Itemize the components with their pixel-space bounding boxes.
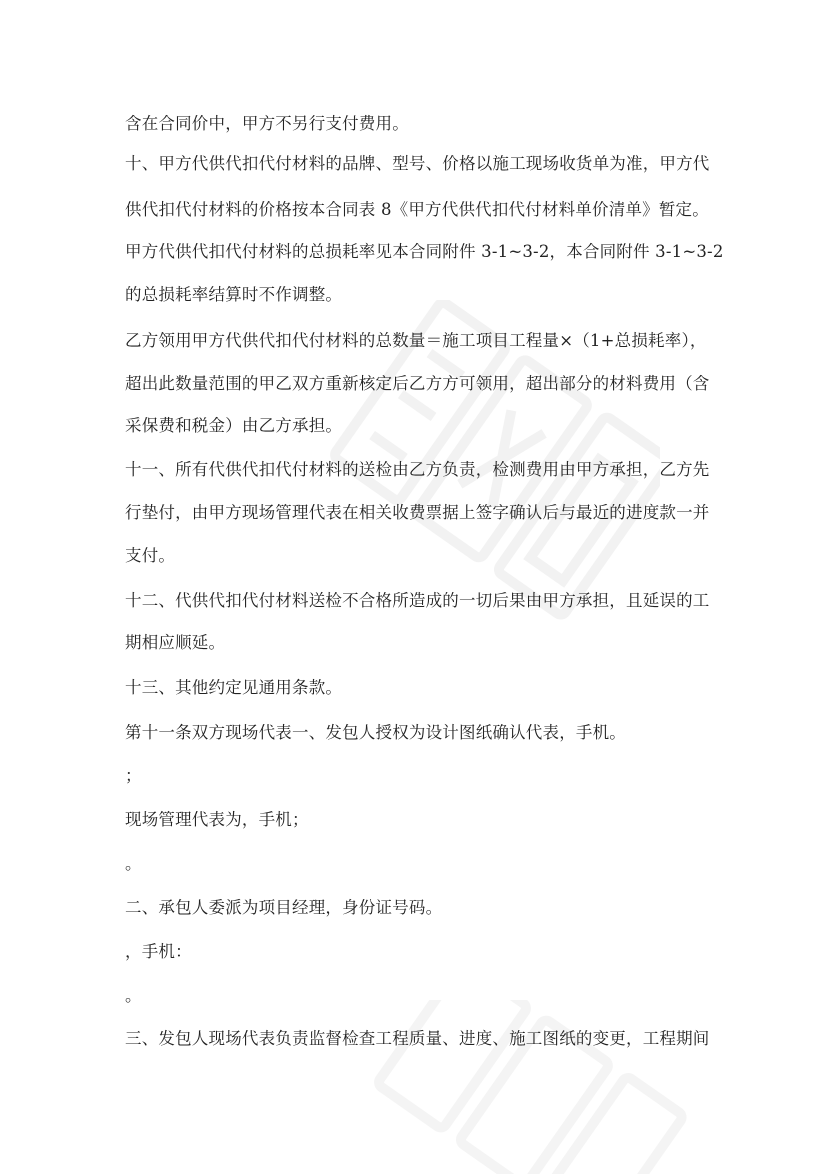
text-line: 三、发包人现场代表负责监督检查工程质量、进度、施工图纸的变更，工程期间 (125, 1029, 710, 1048)
text-line: 支付。 (125, 546, 176, 565)
text-line: 行垫付，由甲方现场管理代表在相关收费票据上签字确认后与最近的进度款一并 (125, 503, 710, 522)
text-line: 。 (125, 986, 142, 1005)
text-line: 现场管理代表为，手机； (125, 810, 309, 829)
watermark-icon (360, 1000, 690, 1174)
text-line: 十、甲方代供代扣代付材料的品牌、型号、价格以施工现场收货单为准，甲方代 (125, 154, 710, 173)
text-line: ，手机： (125, 942, 192, 961)
text-line: 超出此数量范围的甲乙双方重新核定后乙方方可领用，超出部分的材料费用（含 (125, 374, 710, 393)
text-line: 期相应顺延。 (125, 633, 226, 652)
text-line: 含在合同价中，甲方不另行支付费用。 (125, 114, 409, 133)
text-line: 甲方代供代扣代付材料的总损耗率见本合同附件 3-1~3-2，本合同附件 3-1~3-2 (125, 242, 724, 261)
text-line: 十二、代供代扣代付材料送检不合格所造成的一切后果由甲方承担，且延误的工 (125, 591, 710, 610)
text-line: 十三、其他约定见通用条款。 (125, 678, 343, 697)
text-line: 第十一条双方现场代表一、发包人授权为设计图纸确认代表，手机。 (125, 723, 626, 742)
text-line: 。 (125, 854, 142, 873)
text-line: 乙方领用甲方代供代扣代付材料的总数量＝施工项目工程量×（1+总损耗率）， (125, 331, 707, 350)
text-line: 十一、所有代供代扣代付材料的送检由乙方负责，检测费用由甲方承担，乙方先 (125, 460, 710, 479)
text-line: 的总损耗率结算时不作调整。 (125, 285, 343, 304)
text-line: 供代扣代付材料的价格按本合同表 8《甲方代供代扣代付材料单价清单》暂定。 (125, 200, 709, 219)
text-line: ； (125, 766, 142, 785)
text-line: 二、承包人委派为项目经理，身份证号码。 (125, 898, 443, 917)
text-line: 采保费和税金）由乙方承担。 (125, 416, 343, 435)
